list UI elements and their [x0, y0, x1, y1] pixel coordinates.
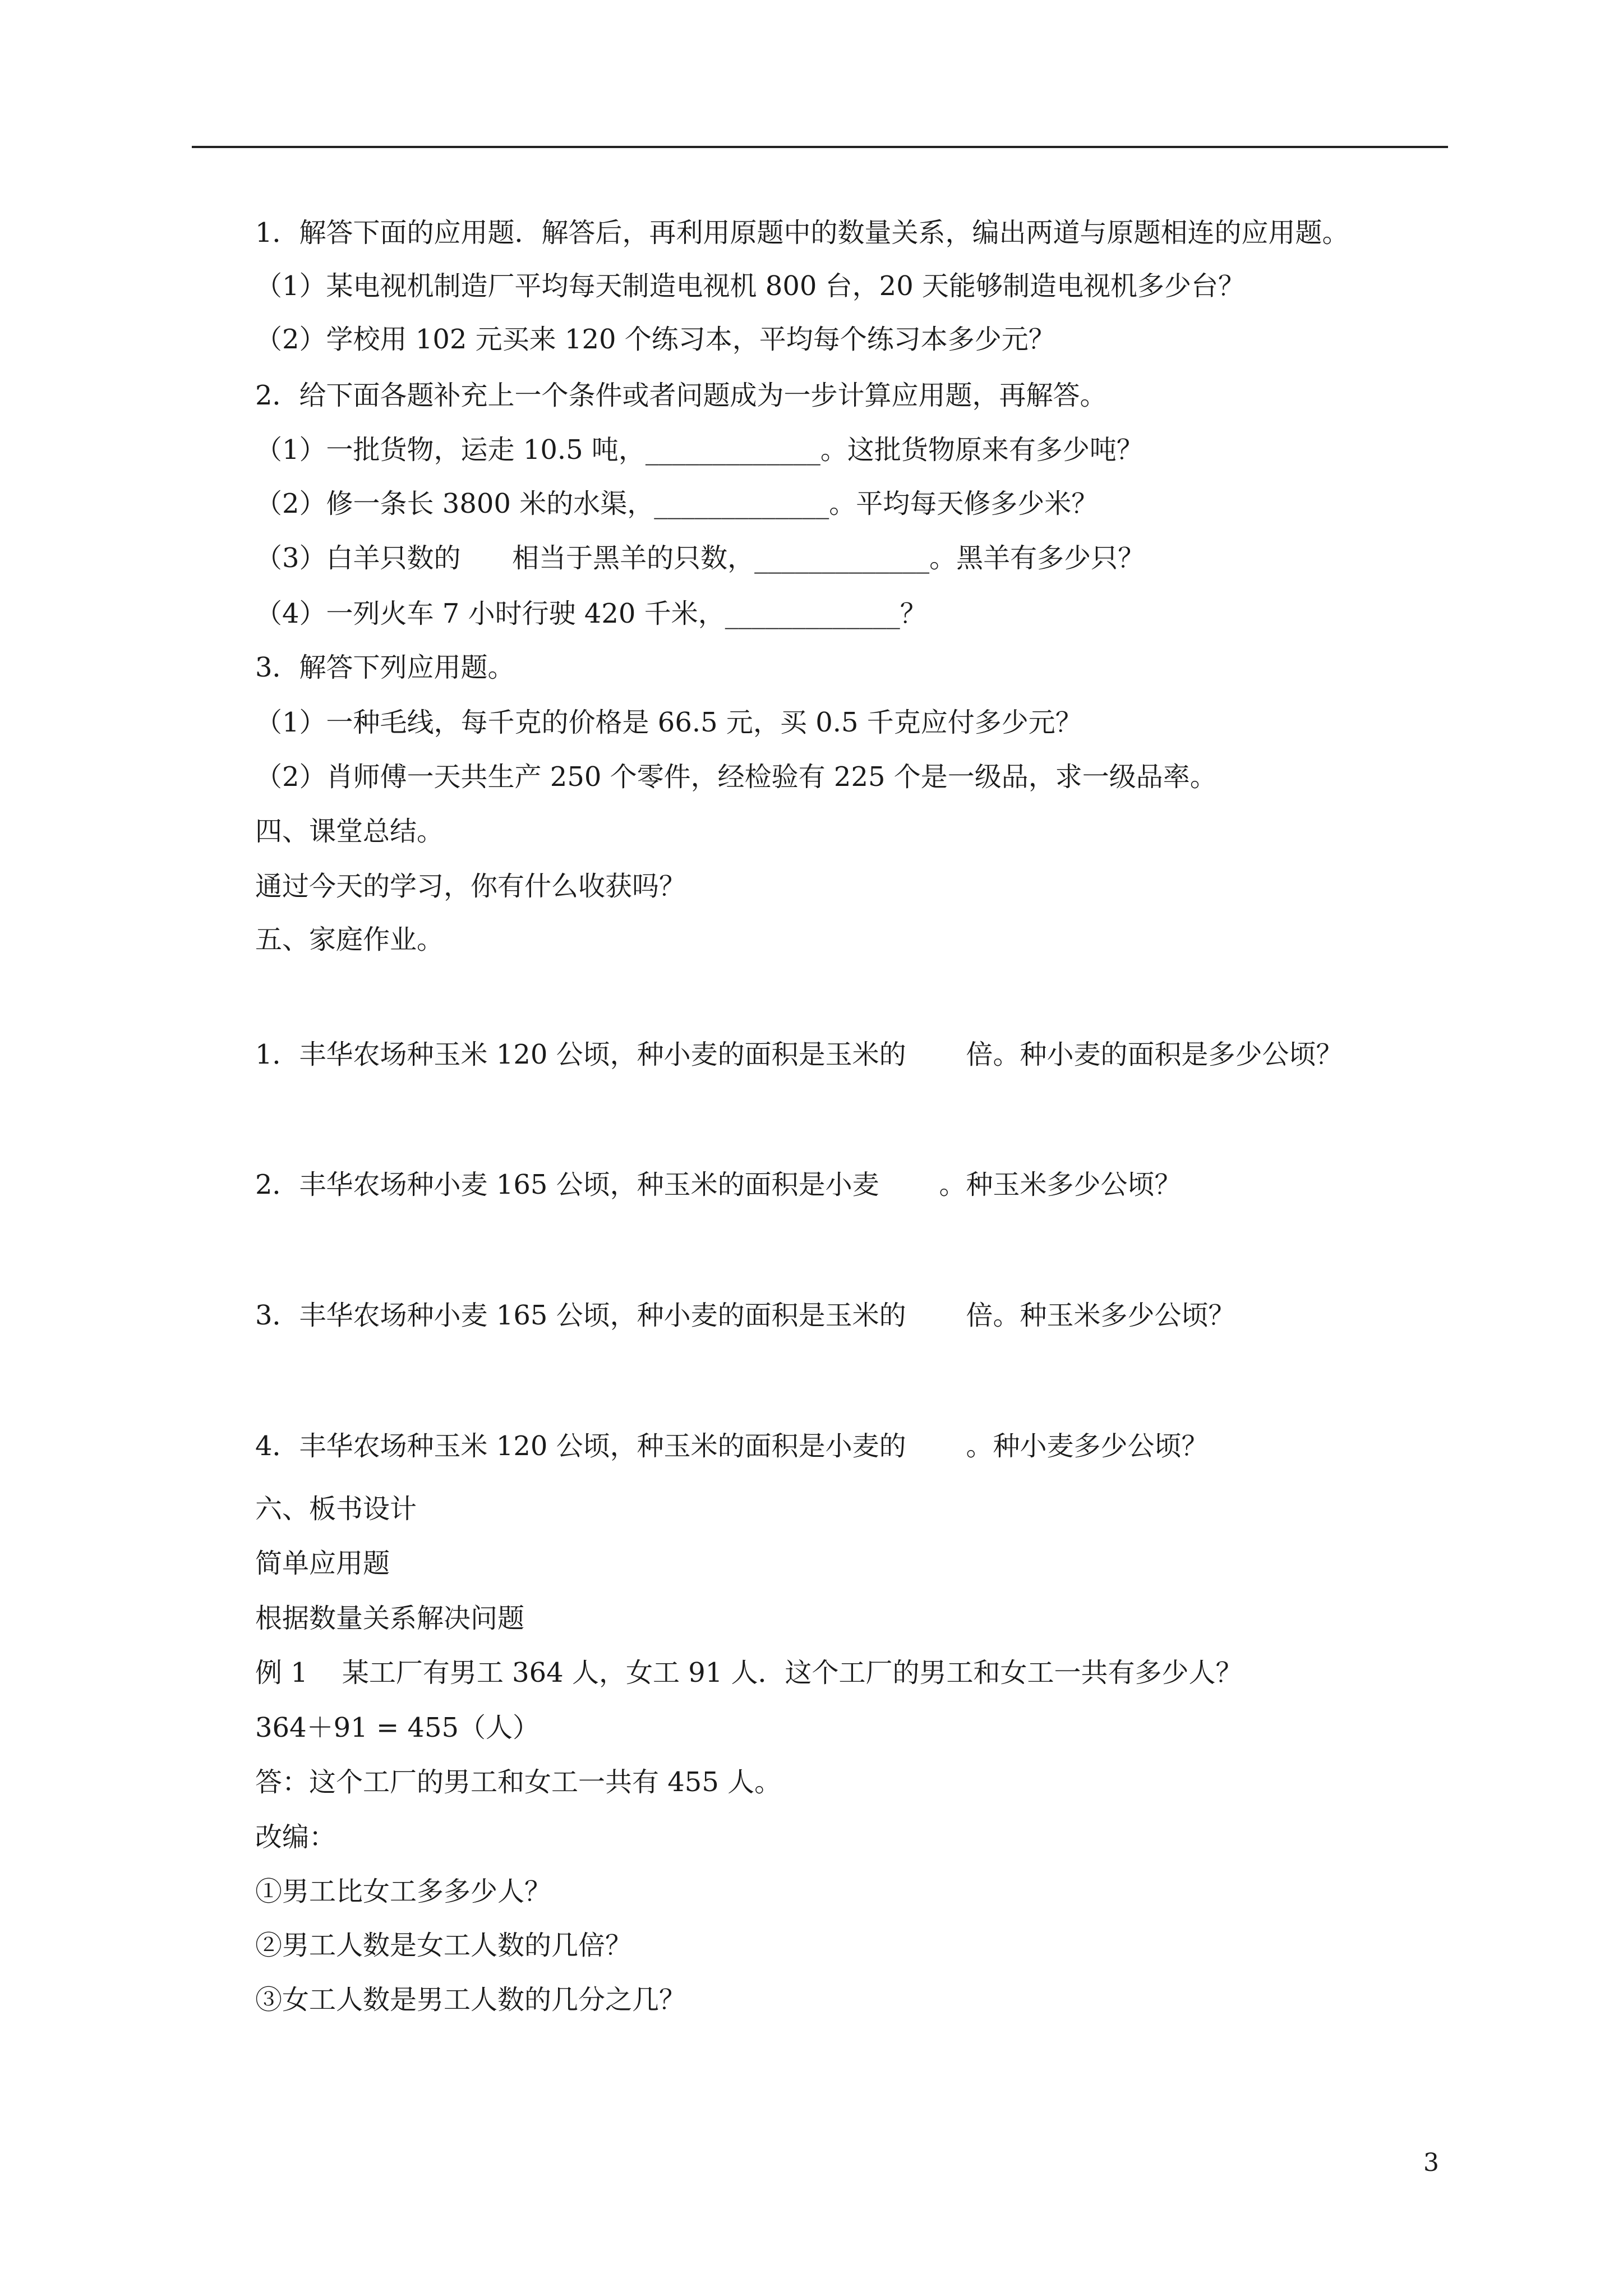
text-line: 364＋91 = 455（人） [255, 1712, 540, 1743]
text-line: 通过今天的学习，你有什么收获吗？ [255, 871, 686, 902]
section-heading: 六、板书设计 [255, 1493, 417, 1525]
text-line: （1）一种毛线，每千克的价格是 66.5 元，买 0.5 千克应付多少元？ [255, 707, 1082, 738]
text-line: 简单应用题 [255, 1548, 390, 1579]
text-line: ②男工人数是女工人数的几倍？ [255, 1930, 633, 1961]
text-line: 答：这个工厂的男工和女工一共有 455 人。 [255, 1766, 782, 1798]
text-line: （1）一批货物，运走 10.5 吨，_____________。这批货物原来有多少吨？ [255, 434, 1144, 466]
page-number: 3 [1423, 2148, 1439, 2177]
text-line: （4）一列火车 7 小时行驶 420 千米，_____________？ [255, 598, 927, 629]
homework-item: 4．丰华农场种玉米 120 公顷，种玉米的面积是小麦的 。种小麦多少公顷？ [255, 1430, 1209, 1462]
text-line: 2．给下面各题补充上一个条件或者问题成为一步计算应用题，再解答。 [255, 380, 1107, 411]
text-line: （2）肖师傅一天共生产 250 个零件，经检验有 225 个是一级品，求一级品率。 [255, 761, 1217, 793]
text-line: 根据数量关系解决问题 [255, 1603, 525, 1634]
text-line: 3．解答下列应用题。 [255, 652, 515, 683]
text-line: （2）修一条长 3800 米的水渠，_____________。平均每天修多少米？ [255, 488, 1099, 519]
text-line: （2）学校用 102 元买来 120 个练习本，平均每个练习本多少元？ [255, 324, 1055, 355]
homework-item: 3．丰华农场种小麦 165 公顷，种小麦的面积是玉米的 倍。种玉米多少公顷？ [255, 1300, 1235, 1331]
text-line: ①男工比女工多多少人？ [255, 1876, 552, 1907]
homework-item: 2．丰华农场种小麦 165 公顷，种玉米的面积是小麦 。种玉米多少公顷？ [255, 1169, 1182, 1200]
section-heading: 四、课堂总结。 [255, 816, 444, 847]
text-line: （3）白羊只数的 相当于黑羊的只数，_____________。黑羊有多少只？ [255, 542, 1145, 574]
section-heading: 五、家庭作业。 [255, 924, 444, 955]
header-rule [192, 146, 1448, 148]
text-line: （1）某电视机制造厂平均每天制造电视机 800 台，20 天能够制造电视机多少台？ [255, 270, 1246, 302]
homework-item: 1．丰华农场种玉米 120 公顷，种小麦的面积是玉米的 倍。种小麦的面积是多少公顷？ [255, 1039, 1343, 1070]
text-line: 例 1 某工厂有男工 364 人，女工 91 人．这个工厂的男工和女工一共有多少人？ [255, 1657, 1243, 1688]
text-line: 1．解答下面的应用题．解答后，再利用原题中的数量关系，编出两道与原题相连的应用题。 [255, 217, 1349, 249]
text-line: 改编： [255, 1821, 336, 1853]
text-line: ③女工人数是男工人数的几分之几？ [255, 1984, 686, 2016]
